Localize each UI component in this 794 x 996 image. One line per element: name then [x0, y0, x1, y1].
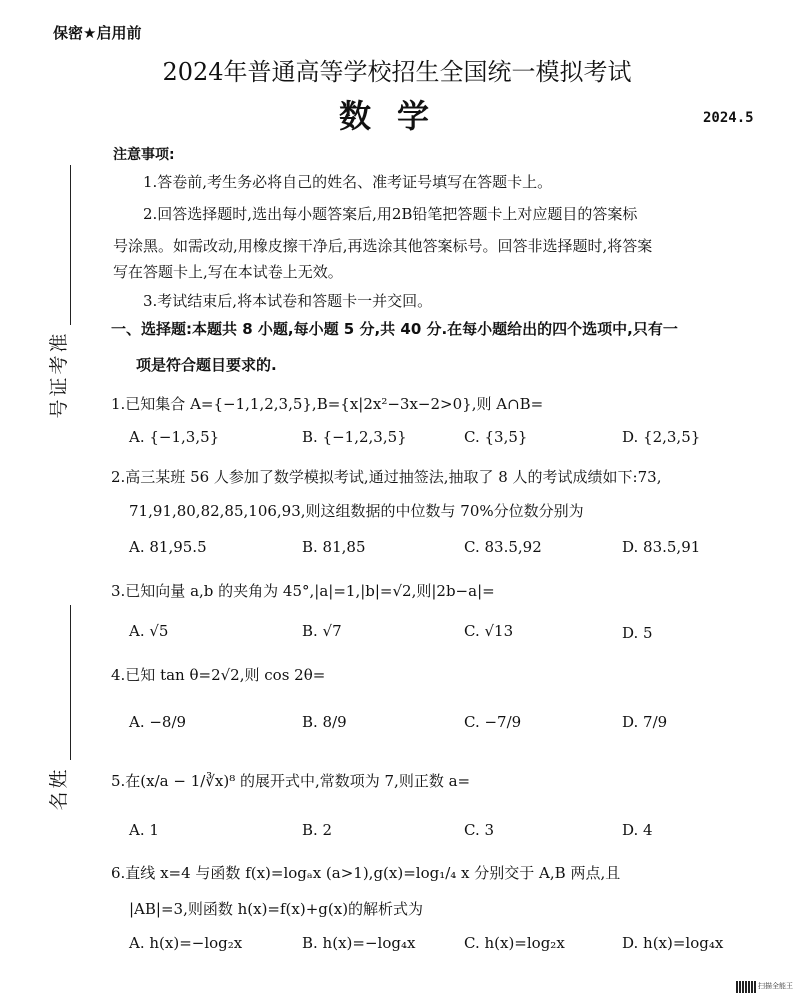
- q4-option-c: C. −7/9: [464, 713, 522, 731]
- question-6-stem: 6.直线 x=4 与函数 f(x)=logₐx (a>1),g(x)=log₁/₄ x 分别交于 A,B 两点,且: [111, 864, 621, 882]
- notice-item: 3.考试结束后,将本试卷和答题卡一并交回。: [143, 292, 433, 310]
- notice-item: 号涂黑。如需改动,用橡皮擦干净后,再选涂其他答案标号。回答非选择题时,将答案: [113, 237, 653, 255]
- confidential-mark: 保密★启用前: [53, 24, 142, 42]
- scanner-watermark: 扫描全能王: [758, 982, 793, 990]
- q5-option-d: D. 4: [622, 821, 653, 839]
- question-5-stem: 5.在(x/a − 1/∛x)⁸ 的展开式中,常数项为 7,则正数 a=: [111, 772, 471, 790]
- q6-option-c: C. h(x)=log₂x: [464, 934, 565, 952]
- q1-option-c: C. {3,5}: [464, 428, 528, 446]
- question-2-stem-cont: 71,91,80,82,85,106,93,则这组数据的中位数与 70%分位数分别为: [129, 502, 584, 520]
- notice-item: 写在答题卡上,写在本试卷上无效。: [113, 263, 343, 281]
- name-line: [70, 605, 71, 760]
- subject-title: 数学: [338, 97, 455, 135]
- notice-heading: 注意事项:: [113, 147, 175, 163]
- q2-option-a: A. 81,95.5: [129, 538, 207, 556]
- q3-option-d: D. 5: [622, 624, 653, 642]
- q4-option-d: D. 7/9: [622, 713, 668, 731]
- exam-title: 2024年普通高等学校招生全国统一模拟考试: [162, 58, 632, 86]
- q6-option-b: B. h(x)=−log₄x: [302, 934, 416, 952]
- q5-option-c: C. 3: [464, 821, 495, 839]
- q6-option-d: D. h(x)=log₄x: [622, 934, 724, 952]
- section-heading: 一、选择题:本题共 8 小题,每小题 5 分,共 40 分.在每小题给出的四个选项中,只有一: [111, 320, 678, 338]
- q5-option-b: B. 2: [302, 821, 333, 839]
- scanner-qr-icon: [736, 981, 756, 993]
- notice-item: 1.答卷前,考生务必将自己的姓名、准考证号填写在答题卡上。: [143, 173, 553, 191]
- q1-option-d: D. {2,3,5}: [622, 428, 701, 446]
- q1-option-b: B. {−1,2,3,5}: [302, 428, 407, 446]
- q4-option-a: A. −8/9: [129, 713, 187, 731]
- question-3-stem: 3.已知向量 a,b 的夹角为 45°,|a|=1,|b|=√2,则|2b−a|=: [111, 582, 495, 600]
- question-2-stem: 2.高三某班 56 人参加了数学模拟考试,通过抽签法,抽取了 8 人的考试成绩如下:73,: [111, 468, 662, 486]
- notice-item: 2.回答选择题时,选出每小题答案后,用2B铅笔把答题卡上对应题目的答案标: [143, 205, 638, 223]
- q4-option-b: B. 8/9: [302, 713, 347, 731]
- question-6-stem-cont: |AB|=3,则函数 h(x)=f(x)+g(x)的解析式为: [129, 900, 424, 918]
- exam-id-line: [70, 165, 71, 325]
- exam-id-label: 准 考 证 号: [48, 333, 70, 419]
- q3-option-b: B. √7: [302, 622, 342, 640]
- q6-option-a: A. h(x)=−log₂x: [129, 934, 243, 952]
- q3-option-a: A. √5: [129, 622, 169, 640]
- q3-option-c: C. √13: [464, 622, 514, 640]
- question-1-stem: 1.已知集合 A={−1,1,2,3,5},B={x|2x²−3x−2>0},则 A∩B=: [111, 395, 544, 413]
- section-heading-cont: 项是符合题目要求的.: [136, 356, 277, 374]
- question-4-stem: 4.已知 tan θ=2√2,则 cos 2θ=: [111, 666, 326, 684]
- exam-date: 2024.5: [703, 110, 754, 126]
- q1-option-a: A. {−1,3,5}: [129, 428, 220, 446]
- q5-option-a: A. 1: [129, 821, 159, 839]
- q2-option-d: D. 83.5,91: [622, 538, 701, 556]
- name-label: 姓 名: [48, 769, 70, 811]
- q2-option-b: B. 81,85: [302, 538, 366, 556]
- q2-option-c: C. 83.5,92: [464, 538, 542, 556]
